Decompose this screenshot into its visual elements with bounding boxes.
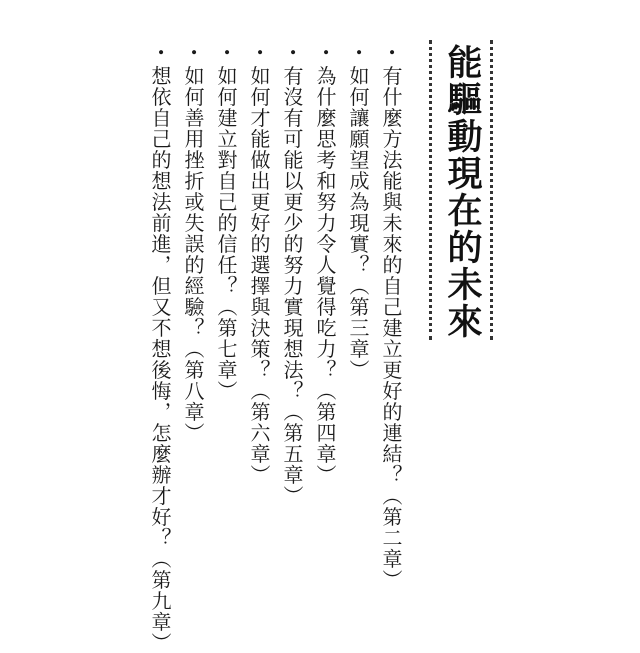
list-item: [209, 48, 243, 608]
bullet-icon: •: [383, 48, 399, 58]
dotted-rule-left: [429, 40, 432, 340]
list-item-text: 想依自己的想法前進，但又不想後悔，怎麼辦才好？（第九章）: [148, 65, 172, 653]
list-item-text: 有沒有可能以更少的努力實現想法？（第五章）: [280, 65, 304, 507]
list-item: [308, 48, 342, 608]
list-item-text: 如何讓願望成為現實？（第三章）: [346, 65, 370, 381]
bullet-icon: •: [350, 48, 366, 58]
list-item-text: 為什麼思考和努力令人覺得吃力？（第四章）: [313, 65, 337, 486]
question-list: [140, 48, 408, 653]
bullet-icon: •: [284, 48, 300, 58]
list-item: [143, 48, 177, 653]
title-block: [423, 40, 495, 340]
list-item-text: 有什麼方法能與未來的自己建立更好的連結？（第二章）: [379, 65, 403, 591]
dotted-rule-right: [490, 40, 493, 340]
page-title: 能驅動現在的未來: [442, 44, 482, 340]
bullet-icon: •: [185, 48, 201, 58]
bullet-icon: •: [317, 48, 333, 58]
bullet-icon: •: [218, 48, 234, 58]
list-item-text: 如何善用挫折或失誤的經驗？（第八章）: [181, 65, 205, 444]
list-item: [176, 48, 210, 608]
list-item: [242, 48, 276, 608]
bullet-icon: •: [152, 48, 168, 58]
list-item: [374, 48, 408, 608]
list-item: [275, 48, 309, 608]
bullet-icon: •: [251, 48, 267, 58]
list-item-text: 如何才能做出更好的選擇與決策？（第六章）: [247, 65, 271, 486]
list-item-text: 如何建立對自己的信任？（第七章）: [214, 65, 238, 402]
list-item: [341, 48, 375, 608]
